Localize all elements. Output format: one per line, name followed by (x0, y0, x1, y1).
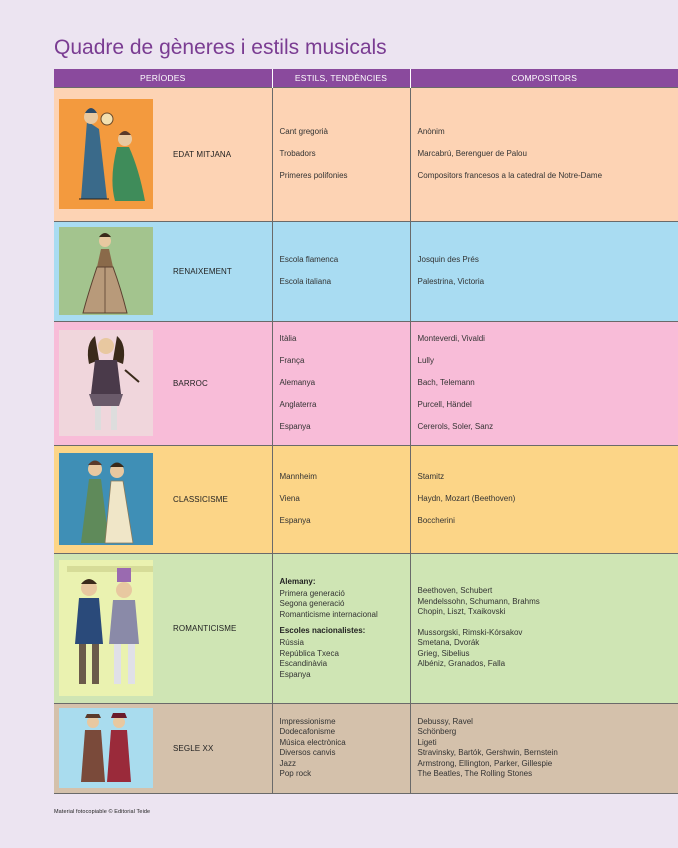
composer-group (418, 586, 678, 618)
style-item: Escola flamenca (279, 255, 339, 264)
copyright-footer: Material fotocopiable © Editorial Teide (54, 809, 151, 815)
composer-item: Grieg, Sibelius (417, 648, 470, 658)
table-row (54, 87, 678, 221)
period-label: RENAIXEMENT (173, 266, 232, 276)
style-item: Impressionisme (279, 716, 336, 726)
period-label: SEGLE XX (173, 743, 214, 753)
composer-item: Stamitz (417, 472, 445, 481)
composer-item: Boccherini (417, 516, 455, 525)
composer-item: Chopin, Liszt, Txaikovski (417, 607, 506, 617)
composer-item: Beethoven, Schubert (417, 586, 493, 596)
composer-item: Lully (417, 356, 434, 365)
style-item: Dodecafonisme (279, 727, 336, 736)
composer-item: Anònim (417, 127, 445, 136)
style-group-heading: Escoles nacionalistes: (279, 626, 366, 636)
period-label: CLASSICISME (173, 494, 228, 504)
style-group (280, 576, 410, 621)
composer-item: Palestrina, Victoria (417, 277, 485, 286)
composer-item: Bach, Telemann (417, 378, 475, 387)
composer-item: Mussorgski, Rimski-Kórsakov (417, 627, 523, 637)
composer-group (418, 628, 678, 670)
style-group (280, 625, 410, 680)
composer-item: Purcell, Händel (417, 400, 472, 409)
style-item: Romanticisme internacional (279, 609, 378, 619)
composer-item: Haydn, Mozart (Beethoven) (417, 494, 516, 503)
style-item: Primera generació (279, 588, 345, 598)
style-item: República Txeca (279, 648, 339, 658)
period-label: BARROC (173, 378, 208, 388)
composer-item: Josquin des Prés (417, 255, 479, 264)
style-item: Diversos canvis (279, 748, 336, 757)
renaissance-lady-illustration (59, 227, 153, 315)
genres-table (54, 69, 678, 794)
table-row (54, 553, 678, 703)
period-label: EDAT MITJANA (173, 149, 232, 159)
header-styles: ESTILS, TENDÈNCIES (272, 69, 410, 87)
style-item: Mannheim (279, 472, 317, 481)
style-item: Segona generació (279, 599, 345, 609)
style-item: Escola italiana (279, 277, 332, 286)
header-composers: COMPOSITORS (410, 69, 678, 87)
baroque-gentleman-illustration (59, 330, 153, 436)
composer-item: Cererols, Soler, Sanz (417, 422, 494, 431)
composer-item: Monteverdi, Vivaldi (417, 334, 485, 343)
composer-item: The Beatles, The Rolling Stones (417, 769, 533, 778)
medieval-figures-illustration (59, 99, 153, 209)
table-row (54, 221, 678, 321)
page-title: Quadre de gèneres i estils musicals (54, 36, 387, 59)
table-row (54, 321, 678, 445)
style-item: Espanya (279, 669, 311, 679)
twentieth-century-couple-illustration (59, 708, 153, 788)
composer-item: Stravinsky, Bartók, Gershwin, Bernstein (417, 748, 558, 757)
style-item: Viena (279, 494, 300, 503)
classical-ladies-illustration (59, 453, 153, 545)
style-item: Escandinàvia (279, 659, 328, 669)
table-row (54, 445, 678, 553)
composer-item: Marcabrú, Berenguer de Palou (417, 149, 527, 158)
composer-item: Debussy, Ravel (417, 716, 473, 726)
style-item: Itàlia (279, 334, 297, 343)
style-item: França (279, 356, 305, 365)
style-item: Trobadors (279, 149, 316, 158)
style-item: Música electrònica (279, 737, 346, 747)
composer-item: Compositors francesos a la catedral de Notre-Dame (417, 171, 603, 180)
composer-item: Albéniz, Granados, Falla (417, 659, 506, 669)
header-row (54, 69, 678, 87)
table-row (54, 703, 678, 793)
style-item: Jazz (279, 758, 296, 768)
header-periods: PERÍODES (54, 69, 272, 87)
style-item: Primeres polifonies (279, 171, 348, 180)
style-item: Cant gregorià (279, 127, 328, 136)
style-item: Pop rock (279, 769, 312, 778)
style-item: Alemanya (279, 378, 316, 387)
composer-item: Smetana, Dvorák (417, 638, 480, 648)
composer-item: Ligeti (417, 737, 437, 747)
style-item: Anglaterra (279, 400, 317, 409)
composer-item: Schönberg (417, 727, 457, 736)
romantic-gentlemen-illustration (59, 560, 153, 696)
composer-item: Mendelssohn, Schumann, Brahms (417, 596, 540, 606)
style-item: Espanya (279, 516, 311, 525)
period-label: ROMANTICISME (173, 623, 237, 633)
style-group-heading: Alemany: (279, 576, 316, 586)
style-item: Rússia (279, 638, 304, 648)
style-item: Espanya (279, 422, 311, 431)
composer-item: Armstrong, Ellington, Parker, Gillespie (417, 758, 553, 768)
